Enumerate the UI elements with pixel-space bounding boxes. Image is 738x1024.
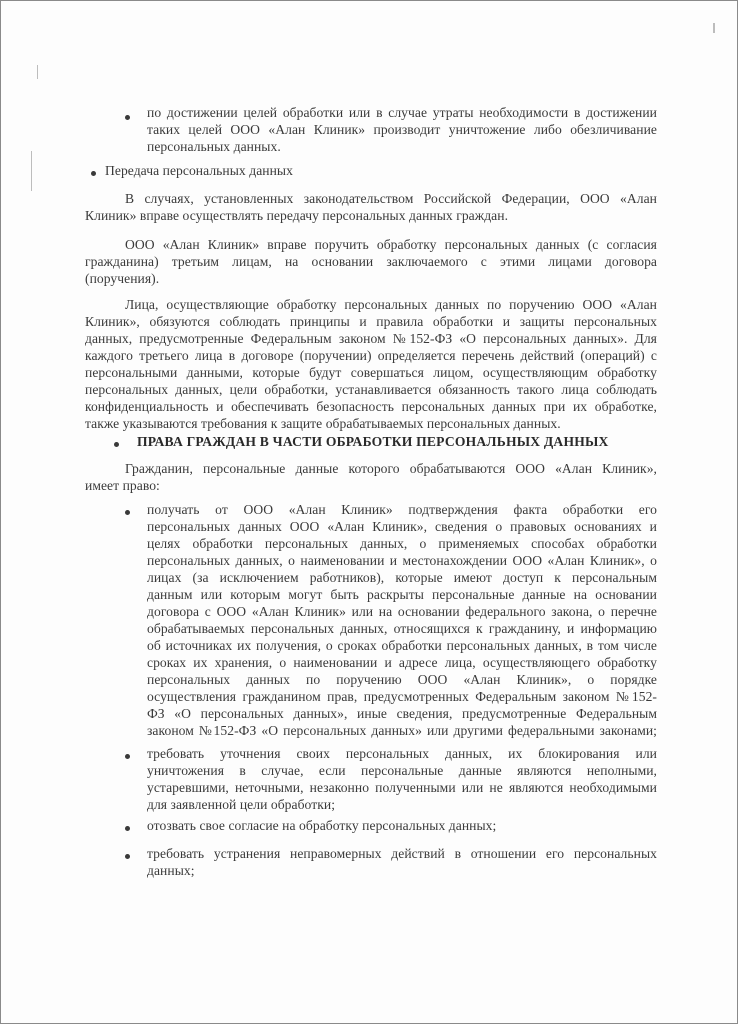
rights-item4-line: данных;: [147, 863, 195, 878]
rights-item2-line: уничтожения в случае, если персональные данные являются неполными,: [147, 763, 657, 778]
rights-item1-line: осуществления гражданином прав, предусмотренных Федеральным законом №152-: [147, 689, 657, 704]
transfer-p2-line: (поручения).: [85, 271, 160, 286]
transfer-p1-line: Клиник» вправе осуществлять передачу персональных данных граждан.: [85, 208, 509, 223]
rights-intro-line: Гражданин, персональные данные которого обрабатываются ООО «Алан Клиник»,: [125, 461, 657, 476]
bullet-icon: [91, 171, 96, 176]
transfer-p2-line: ООО «Алан Клиник» вправе поручить обработку персональных данных (с согласия: [125, 237, 657, 252]
transfer-p3-line: каждого третьего лица в договоре (поручении) определяется перечень действий (операций) с: [85, 348, 657, 363]
rights-item1-line: обрабатываемых персональных данных, относящихся к гражданину, и информацию: [147, 621, 657, 636]
bullet-icon: [114, 442, 119, 447]
transfer-p2-line: гражданина) третьим лицам, на основании заключаемого с этими лицами договора: [85, 254, 657, 269]
rights-item1-line: персональных данных по поручению ООО «Алан Клиник», о порядке: [147, 672, 657, 687]
transfer-p3-line: Клиник», обязуются соблюдать принципы и правила обработки и защиты персональных: [85, 314, 657, 329]
rights-item1-line: данным или которым могут быть раскрыты персональные данные на основании: [147, 587, 657, 602]
rights-item2-line: требовать уточнения своих персональных данных, их блокирования или: [147, 746, 657, 761]
rights-item2-line: для заявленной цели обработки;: [147, 797, 336, 812]
scan-speck: [713, 23, 715, 33]
bullet-icon: [125, 510, 130, 515]
rights-heading: ПРАВА ГРАЖДАН В ЧАСТИ ОБРАБОТКИ ПЕРСОНАЛЬНЫХ ДАННЫХ: [137, 434, 609, 449]
bullet-icon: [125, 826, 130, 831]
bullet-icon: [125, 854, 130, 859]
transfer-p3-line: также указываются требования к защите обрабатываемых персональных данных.: [85, 416, 561, 431]
section-intro-bullet-line: таких целей ООО «Алан Клиник» производит уничтожение либо обезличивание: [147, 122, 657, 137]
rights-item1-line: получать от ООО «Алан Клиник» подтверждения факта обработки его: [147, 502, 657, 517]
transfer-p3-line: конфиденциальность и обеспечивать безопасность персональных данных при их обработке,: [85, 399, 657, 414]
transfer-p3-line: Лица, осуществляющие обработку персональных данных по поручению ООО «Алан: [125, 297, 657, 312]
scan-speck: [37, 65, 38, 79]
rights-item1-line: целях обработки персональных данных, о применяемых способах обработки: [147, 536, 657, 551]
scan-speck: [31, 151, 32, 191]
transfer-p3-line: персональными данными, которые будут совершаться лицом, осуществляющим обработку: [85, 365, 657, 380]
rights-item4-line: требовать устранения неправомерных действий в отношении его персональных: [147, 846, 657, 861]
rights-item1-line: об источниках их получения, о сроках обработки персональных данных, в том числе: [147, 638, 657, 653]
rights-item1-line: законом №152-ФЗ «О персональных данных» или другими федеральными законами;: [147, 723, 657, 738]
transfer-p3-line: данных, предусмотренные Федеральным законом №152-ФЗ «О персональных данных». Для: [85, 331, 657, 346]
transfer-heading: Передача персональных данных: [105, 163, 293, 178]
rights-item3-line: отозвать свое согласие на обработку персональных данных;: [147, 818, 497, 833]
bullet-icon: [125, 115, 130, 120]
bullet-icon: [125, 754, 130, 759]
rights-item1-line: договора с ООО «Алан Клиник» или на основании федерального закона, о перечне: [147, 604, 657, 619]
transfer-p1-line: В случаях, установленных законодательством Российской Федерации, ООО «Алан: [125, 191, 657, 206]
rights-item1-line: персональных данных, о наименовании и местонахождении ООО «Алан Клиник», о: [147, 553, 657, 568]
section-intro-bullet-line: по достижении целей обработки или в случае утраты необходимости в достижении: [147, 105, 657, 120]
rights-item1-line: ФЗ «О персональных данных», иные сведения, предусмотренные Федеральным: [147, 706, 657, 721]
rights-item1-line: сроках их хранения, о наименовании и адресе лица, осуществляющего обработку: [147, 655, 657, 670]
transfer-p3-line: персональных данных, цели обработки, устанавливается обязанность такого лица соблюдать: [85, 382, 657, 397]
section-intro-bullet-line: персональных данных.: [147, 139, 281, 154]
rights-intro-line: имеет право:: [85, 478, 160, 493]
rights-item1-line: лицах (за исключением работников), которые имеют доступ к персональным: [147, 570, 657, 585]
rights-item1-line: персональных данных ООО «Алан Клиник», сведения о правовых основаниях и: [147, 519, 657, 534]
rights-item2-line: устаревшими, неточными, незаконно полученными или не являются необходимыми: [147, 780, 657, 795]
